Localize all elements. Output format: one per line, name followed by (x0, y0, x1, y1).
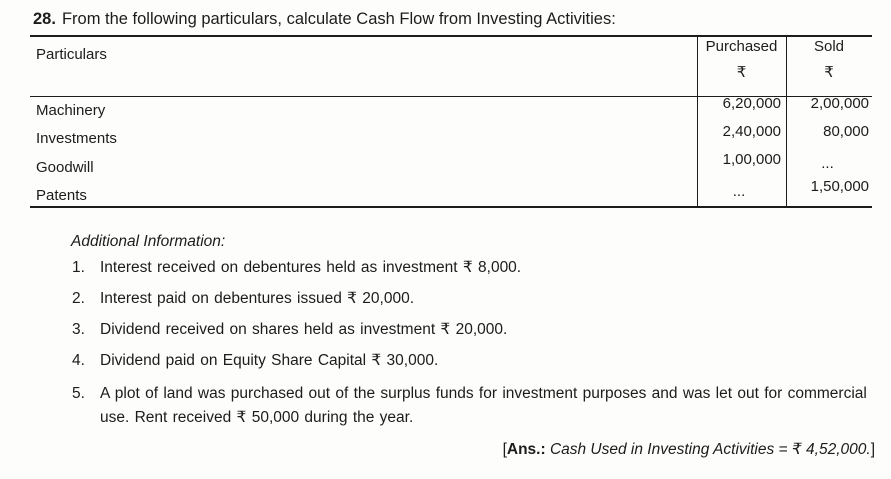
additional-info-list (72, 258, 882, 441)
list-item-text: Interest paid on debentures issued ₹ 20,000. (100, 290, 415, 307)
header-purchased: Purchased (705, 38, 778, 55)
table-row-purchased: 6,20,000 (722, 95, 781, 112)
list-item (72, 351, 882, 371)
additional-info-heading: Additional Information: (71, 233, 226, 250)
list-item-number: 3. (72, 321, 85, 338)
question-text: From the following particulars, calculate Cash Flow from Investing Activities: (61, 10, 616, 28)
list-item-text: Interest received on debentures held as investment ₹ 8,000. (100, 259, 522, 276)
table-bottom-rule (30, 206, 872, 208)
list-item-number: 1. (72, 259, 85, 276)
table-row-sold: ... (821, 155, 834, 172)
table-row-sold: 2,00,000 (810, 95, 869, 112)
list-item (72, 320, 882, 340)
list-item (72, 258, 882, 278)
table-row-label: Machinery (36, 102, 106, 119)
table-row-purchased: 1,00,000 (722, 151, 781, 168)
answer-label: Ans.: (506, 441, 546, 458)
answer-text: Cash Used in Investing Activities = ₹ 4,52,000. (549, 441, 871, 458)
table-top-rule (30, 35, 872, 37)
list-item-number: 2. (72, 290, 85, 307)
header-sold: Sold (813, 38, 845, 55)
table-row-label: Goodwill (36, 159, 94, 176)
list-item (72, 382, 882, 430)
list-item-text: A plot of land was purchased out of the surplus funds for investment purposes and was let out for commercial use. Rent received ₹ 50,000 during the year. (100, 385, 867, 426)
list-item-number: 5. (72, 385, 85, 402)
list-item-text: Dividend paid on Equity Share Capital ₹ 30,000. (100, 352, 439, 369)
header-currency-purchased: ₹ (736, 64, 747, 81)
answer-line (503, 440, 875, 459)
table-row-label: Patents (36, 187, 87, 204)
column-divider (697, 35, 698, 207)
answer-close-bracket: ] (870, 441, 875, 458)
table-row-purchased: 2,40,000 (722, 123, 781, 140)
question-heading (33, 10, 616, 29)
table-row-sold: 1,50,000 (810, 178, 869, 195)
table-row-sold: 80,000 (823, 123, 869, 140)
particulars-table (30, 35, 872, 208)
table-row-label: Investments (36, 130, 117, 147)
table-row-purchased: ... (732, 183, 746, 200)
list-item-text: Dividend received on shares held as investment ₹ 20,000. (100, 321, 508, 338)
question-number: 28. (33, 10, 56, 28)
header-particulars: Particulars (36, 46, 107, 63)
list-item-number: 4. (72, 352, 85, 369)
list-item (72, 289, 882, 309)
answer-open-bracket: [ (502, 441, 507, 458)
header-currency-sold: ₹ (824, 64, 834, 81)
